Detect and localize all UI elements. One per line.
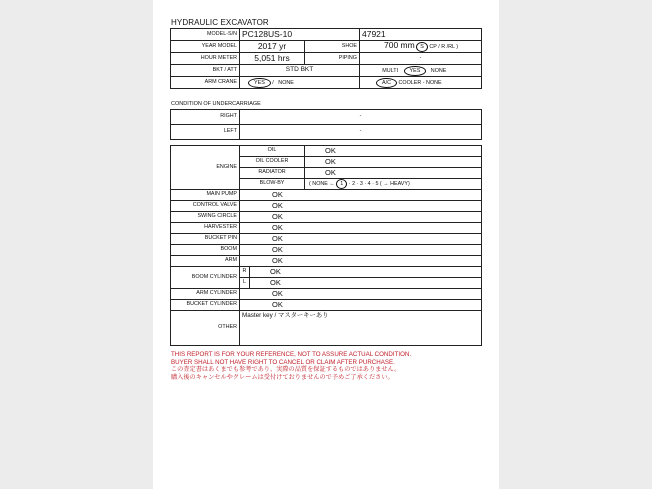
bucket-cylinder-value: OK [240,300,482,311]
ac-cell [360,77,482,89]
boom-cylinder-label: BOOM CYLINDER [171,267,240,289]
multi-none: NONE [430,67,447,74]
hour-label: HOUR METER [171,53,240,65]
hour-value: 5,051 hrs [240,53,305,65]
left-value: - [240,125,482,140]
swing-circle-value: OK [240,212,482,223]
undercarriage-table [170,109,482,140]
disclaimer-line-4: 購入後のキャンセルやクレームは受付けておりませんので予めご了承ください。 [171,373,394,381]
swing-circle-label: SWING CIRCLE [171,212,240,223]
boom-cylinder-r: R [240,267,250,278]
control-valve-value: OK [240,201,482,212]
arm-label: ARM [171,256,240,267]
arm-crane-cell [240,77,360,89]
shoe-options: CP / R /RL ) [429,44,459,50]
other-value: Master key / マスターキーあり [240,311,482,346]
radiator-value: OK [305,168,482,179]
year-label: YEAR MODEL [171,41,240,53]
arm-cylinder-label: ARM CYLINDER [171,289,240,300]
report-title: HYDRAULIC EXCAVATOR [171,18,269,27]
radiator-label: RADIATOR [240,168,305,179]
year-value: 2017 yr [240,41,305,53]
bkt-value: STD BKT [240,65,360,77]
left-label: LEFT [171,125,240,140]
harvester-label: HARVESTER [171,223,240,234]
engine-label: ENGINE [171,146,240,190]
shoe-label: SHOE [305,41,360,53]
model-label: MODEL-S/N [171,29,240,41]
serial-value: 47921 [360,29,482,41]
shoe-option-s-circled: S [416,42,428,52]
shoe-cell [360,41,482,53]
disclaimer-line-1: THIS REPORT IS FOR YOUR REFERENCE, NOT TO ASSURE ACTUAL CONDITION. [171,351,412,358]
blowby-level-circled: 1 [336,179,347,189]
boom-label: BOOM [171,245,240,256]
disclaimer [171,351,411,381]
header-table [170,28,482,89]
bucket-pin-label: BUCKET PIN [171,234,240,245]
shoe-value: 700 mm [384,40,415,50]
right-label: RIGHT [171,110,240,125]
boom-value: OK [240,245,482,256]
harvester-value: OK [240,223,482,234]
main-pump-value: OK [240,190,482,201]
oil-cooler-value: OK [305,157,482,168]
blowby-rest: · 2 · 3 · 4 · 5 ( → HEAVY) [348,181,410,187]
arm-cylinder-value: OK [240,289,482,300]
piping-value: - [360,53,482,65]
ac-circled: A/C [376,78,397,88]
oil-value: OK [305,146,482,157]
boom-cylinder-l: L [240,278,250,289]
multi-cell [360,65,482,77]
arm-crane-none: NONE [278,79,294,86]
ac-cooler-none: COOLER - NONE [398,79,442,86]
other-label: OTHER [171,311,240,346]
arm-crane-sep: / [272,79,274,86]
inspection-table [170,145,482,346]
arm-crane-label: ARM CRANE [171,77,240,89]
multi-label: MULTI [382,67,398,74]
oil-cooler-label: OIL COOLER [240,157,305,168]
right-value: - [240,110,482,125]
undercarriage-heading: CONDITION OF UNDERCARRIAGE [171,101,261,107]
blowby-label: BLOW-BY [240,179,305,190]
boom-cylinder-r-value: OK [250,267,482,278]
disclaimer-line-3: この査定書はあくまでも参考であり、実際の品質を保証するものではありません。 [171,366,401,374]
piping-label: PIPING [305,53,360,65]
bucket-pin-value: OK [240,234,482,245]
arm-crane-yes-circled: YES [248,78,271,88]
oil-label: OIL [240,146,305,157]
control-valve-label: CONTROL VALVE [171,201,240,212]
disclaimer-line-2: BUYER SHALL NOT HAVE RIGHT TO CANCEL OR CLAIM AFTER PURCHASE. [171,358,395,366]
bucket-cylinder-label: BUCKET CYLINDER [171,300,240,311]
multi-yes-circled: YES [404,66,427,76]
arm-value: OK [240,256,482,267]
boom-cylinder-l-value: OK [250,278,482,289]
main-pump-label: MAIN PUMP [171,190,240,201]
blowby-scale [305,179,482,190]
bkt-label: BKT / ATT [171,65,240,77]
model-value: PC128US-10 [240,29,360,41]
blowby-none-end: ( NONE ← [309,181,335,187]
